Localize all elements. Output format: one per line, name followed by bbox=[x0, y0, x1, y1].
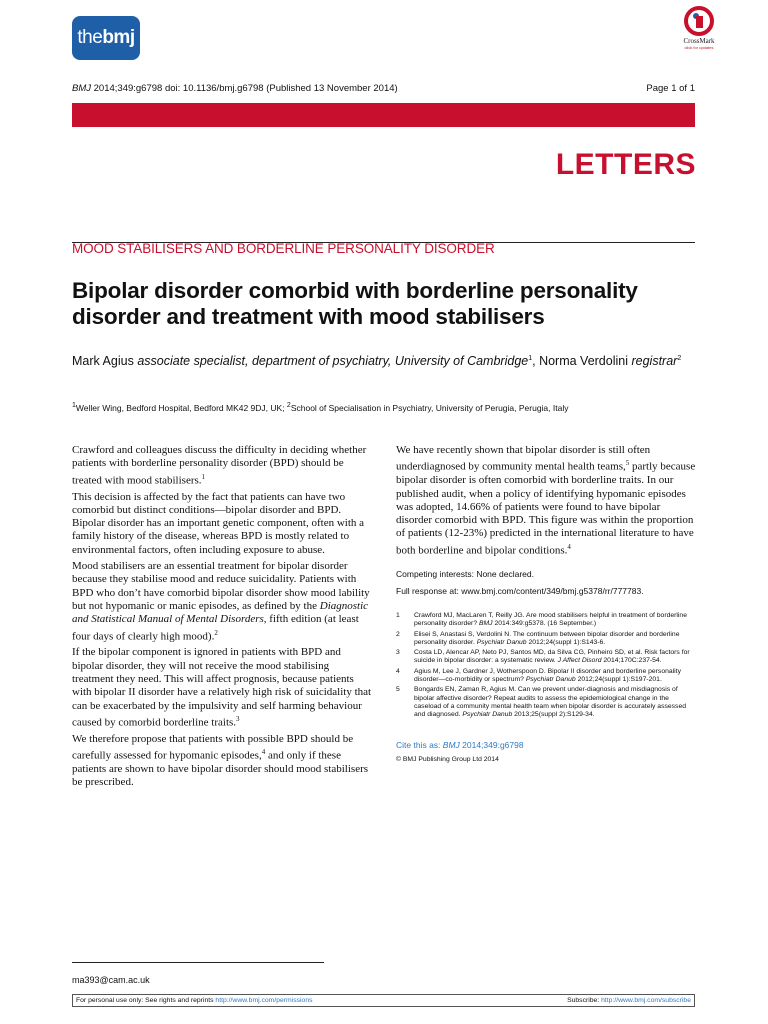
footnote-rule bbox=[72, 962, 324, 963]
footer-rights-text: For personal use only: See rights and reprints bbox=[76, 997, 216, 1004]
reference-text-b: 2014:349:g5378. (16 September.) bbox=[492, 620, 597, 628]
citation-details: 2014;349:g6798 doi: 10.1136/bmj.g6798 (Published 13 November 2014) bbox=[91, 83, 398, 94]
p3-text-a: Mood stabilisers are an essential treatment for bipolar disorder because they stabilise mood and reduce suicidality. Patients with BPD who don’t have comorbid bipolar disorder show mood lability but not hypomanic or manic episodes, as defined by the bbox=[72, 560, 370, 612]
reference-text-a: Elisei S, Anastasi S, Verdolini N. The continuum between bipolar disorder and borderline personality disorder. bbox=[414, 630, 680, 646]
article-title: Bipolar disorder comorbid with borderline personality disorder and treatment with mood stabilisers bbox=[72, 278, 638, 329]
cite-label: Cite this as: bbox=[396, 740, 443, 750]
author2-role: registrar bbox=[631, 354, 678, 369]
reference-item[interactable] bbox=[396, 631, 696, 648]
reference-number: 5 bbox=[396, 686, 400, 694]
crossmark-badge[interactable] bbox=[676, 6, 722, 50]
cite-journal: BMJ bbox=[442, 740, 460, 750]
reference-text-b: 2014;170C:237-54. bbox=[601, 657, 662, 665]
reference-number: 4 bbox=[396, 667, 400, 675]
author1-name: Mark Agius bbox=[72, 354, 138, 369]
author1-sup: 1 bbox=[528, 355, 533, 362]
reference-text-a: Agius M, Lee J, Gardner J, Wotherspoon D. Bipolar II disorder and borderline personality disorder—co-morbidity or spectrum? bbox=[414, 667, 681, 684]
r1-text-a: We have recently shown that bipolar disorder is still often underdiagnosed by community mental health teams, bbox=[396, 444, 651, 473]
reference-text bbox=[414, 649, 696, 666]
full-response-link[interactable]: Full response at: www.bmj.com/content/349/bmj.g5378/rr/777783. bbox=[396, 586, 644, 596]
body-column-left bbox=[72, 444, 372, 793]
p4-text: If the bipolar component is ignored in patients with BPD and bipolar disorder, they will not receive the mood stabilising treatment they need. This will affect prognosis, because patients with bipolar II disorder have a relatively high risk of suicidality that can be exacerbated by the impulsivity and self harming behaviour caused by comorbid borderline traits. bbox=[72, 646, 372, 729]
reference-journal: Psychiatr Danub bbox=[525, 676, 576, 684]
reference-journal: J Affect Disord bbox=[557, 657, 602, 665]
paragraph-3 bbox=[72, 560, 372, 643]
author1-role: associate specialist, department of psychiatry, University of Cambridge bbox=[137, 354, 529, 369]
reference-list bbox=[396, 612, 696, 722]
p5-text-a: We therefore propose that patients with possible BPD should be carefully assessed for hypomanic episodes, bbox=[72, 732, 354, 762]
reference-text-b: 2012;24(suppl 1):S197-201. bbox=[575, 676, 662, 684]
competing-interests: Competing interests: None declared. bbox=[396, 569, 534, 579]
topic-label: MOOD STABILISERS AND BORDERLINE PERSONALITY DISORDER bbox=[72, 241, 495, 256]
p5-text-b: and only if these patients are shown to have bipolar disorder should mood stabilisers be prescribed. bbox=[72, 749, 369, 789]
reference-journal: Psychiatr Danub bbox=[462, 711, 513, 719]
p5-ref[interactable]: 4 bbox=[261, 748, 266, 757]
header-red-bar bbox=[72, 103, 695, 127]
reference-item[interactable] bbox=[396, 612, 696, 629]
author-email[interactable]: ma393@cam.ac.uk bbox=[72, 975, 150, 985]
affil1-sup: 1 bbox=[72, 402, 76, 409]
reference-text-a: Bongards EN, Zaman R, Agius M. Can we prevent under-diagnosis and misdiagnosis of bipolar affective disorder? Repeat audits to assess the epidemiological change in the caseload of a community mental health team when bipolar disorder is accurately assessed and diagnosed. bbox=[414, 686, 687, 719]
p2-text: This decision is affected by the fact that patients can have two comorbid but distinct conditions—bipolar disorder and BPD. Bipolar disorder has an important genetic component, often with a family history of the disease, whereas BPD is mostly related to environmental factors, often including exposure to abuse. bbox=[72, 490, 365, 556]
affil2-text: School of Specialisation in Psychiatry, University of Perugia, Perugia, Italy bbox=[290, 402, 569, 413]
reference-journal: Psychiatr Danub bbox=[476, 638, 527, 646]
paragraph-2 bbox=[72, 491, 372, 557]
affil1-text: Weller Wing, Bedford Hospital, Bedford MK42 9DJ, UK; bbox=[75, 402, 287, 413]
paragraph-6 bbox=[396, 444, 696, 558]
r1-ref[interactable]: 5 bbox=[625, 459, 630, 468]
footer-bar bbox=[72, 994, 695, 1007]
reference-number: 1 bbox=[396, 612, 400, 619]
reference-text bbox=[414, 631, 696, 648]
reference-journal: BMJ bbox=[478, 620, 493, 628]
author2-sup: 2 bbox=[677, 355, 682, 362]
cite-this[interactable] bbox=[396, 740, 524, 750]
paragraph-4 bbox=[72, 646, 372, 729]
crossmark-label: CrossMark bbox=[683, 37, 715, 45]
citation-journal: BMJ bbox=[72, 83, 91, 94]
section-heading: LETTERS bbox=[555, 148, 696, 181]
p1-ref[interactable]: 1 bbox=[201, 472, 206, 481]
reference-text bbox=[414, 668, 696, 685]
p3-ref[interactable]: 2 bbox=[214, 628, 218, 637]
page-number: Page 1 of 1 bbox=[646, 83, 695, 94]
p3-text-b: , fifth edition (at least four days of clearly high mood). bbox=[72, 613, 359, 643]
reference-text-b: 2012;24(suppl 1):S143-6. bbox=[526, 638, 606, 646]
p4-ref[interactable]: 3 bbox=[236, 714, 240, 723]
citation-line bbox=[72, 83, 398, 94]
reference-item[interactable] bbox=[396, 686, 696, 719]
p3-italic: Diagnostic and Statistical Manual of Mental Disorders bbox=[72, 599, 369, 626]
author-line bbox=[72, 350, 697, 370]
body-column-right bbox=[396, 444, 696, 561]
bmj-logo[interactable] bbox=[72, 16, 140, 60]
reference-item[interactable] bbox=[396, 668, 696, 685]
reference-item[interactable] bbox=[396, 649, 696, 666]
affiliations bbox=[72, 402, 697, 413]
reference-text-a: Costa LD, Alencar AP, Neto PJ, Santos MD, da Silva CG, Pinheiro SD, et al. Risk factors for suicide in bipolar disorder: a systematic review. bbox=[414, 649, 690, 665]
reference-text bbox=[414, 686, 696, 719]
crossmark-sub: click for updates bbox=[684, 45, 714, 50]
permissions-link[interactable]: http://www.bmj.com/permissions bbox=[215, 997, 313, 1004]
reference-number: 3 bbox=[396, 649, 400, 657]
copyright: © BMJ Publishing Group Ltd 2014 bbox=[396, 756, 499, 763]
footer-subscribe-text: Subscribe: bbox=[567, 997, 602, 1004]
footer-right bbox=[567, 995, 691, 1006]
logo-light-text: the bbox=[77, 27, 103, 48]
affil2-sup: 2 bbox=[286, 402, 291, 409]
subscribe-link[interactable]: http://www.bmj.com/subscribe bbox=[601, 997, 691, 1004]
r1-text-b: partly because bipolar disorder is often comorbid with borderline traits. In our published audit, when a policy of identifying hypomanic episodes was adopted, 14.66% of patients were found to have bipolar disorder comorbid with BPD. This figure was within the proportion of patients (12-23%) predicted in the international literature to have both borderline and bipolar conditions. bbox=[396, 460, 696, 557]
paragraph-1 bbox=[72, 444, 372, 488]
reference-text-a: Crawford MJ, MacLaren T, Reilly JG. Are mood stabilisers helpful in treatment of borderline personality disorder? bbox=[414, 612, 687, 628]
crossmark-icon bbox=[684, 6, 714, 36]
logo-bold-text: bmj bbox=[102, 27, 135, 48]
reference-text bbox=[414, 612, 696, 629]
paragraph-5 bbox=[72, 733, 372, 790]
r1-ref-2[interactable]: 4 bbox=[567, 542, 571, 551]
p1-text: Crawford and colleagues discuss the difficulty in deciding whether patients with borderline personality disorder (BPD) should be treated with mood stabilisers. bbox=[72, 444, 367, 487]
reference-number: 2 bbox=[396, 630, 400, 638]
cite-rest: 2014;349:g6798 bbox=[459, 740, 524, 750]
footer-left bbox=[76, 995, 313, 1006]
author2-name: , Norma Verdolini bbox=[532, 354, 632, 369]
reference-text-b: 2013;25(suppl 2):S129-34. bbox=[512, 711, 595, 719]
